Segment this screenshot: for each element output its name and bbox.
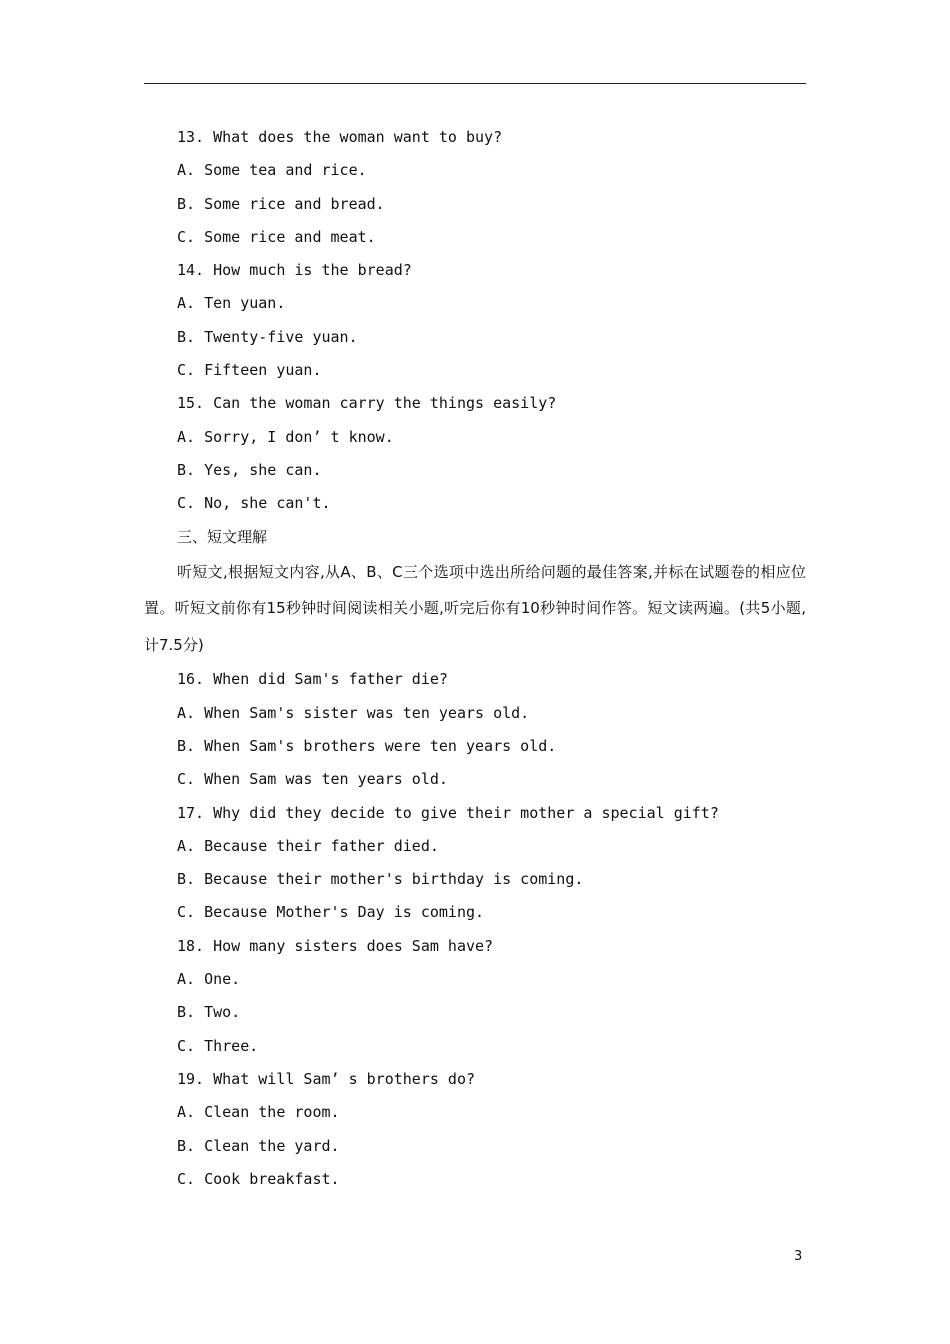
option-19-a: A. Clean the room. [177,1103,340,1122]
option-16-b: B. When Sam's brothers were ten years old. [177,736,557,755]
option-17-b: B. Because their mother's birthday is coming. [177,870,584,889]
question-15: 15. Can the woman carry the things easily? [177,394,557,413]
option-13-c: C. Some rice and meat. [177,227,376,246]
option-19-c: C. Cook breakfast. [177,1169,340,1188]
option-17-a: A. Because their father died. [177,836,439,855]
option-15-b: B. Yes, she can. [177,460,322,479]
option-14-b: B. Twenty-five yuan. [177,327,358,346]
option-18-c: C. Three. [177,1036,259,1055]
section-instructions: 听短文,根据短文内容,从A、B、C三个选项中选出所给问题的最佳答案,并标在试题卷的相应位置。听短文前你有15秒钟时间阅读相关小题,听完后你有10秒钟时间作答。短文读两遍。(共5小题,计7.5分) [144,562,806,654]
option-13-a: A. Some tea and rice. [177,161,367,180]
question-17: 17. Why did they decide to give their mother a special gift? [177,803,719,822]
option-15-a: A. Sorry, I don’ t know. [177,427,394,446]
option-16-a: A. When Sam's sister was ten years old. [177,703,530,722]
question-16: 16. When did Sam's father die? [177,670,448,689]
question-19: 19. What will Sam’ s brothers do? [177,1069,476,1088]
option-14-a: A. Ten yuan. [177,294,286,313]
question-13: 13. What does the woman want to buy? [177,128,503,146]
option-13-b: B. Some rice and bread. [177,194,385,213]
option-19-b: B. Clean the yard. [177,1136,340,1155]
question-14: 14. How much is the bread? [177,261,412,280]
option-14-c: C. Fifteen yuan. [177,361,322,380]
option-16-c: C. When Sam was ten years old. [177,770,448,789]
page-number: 3 [794,1249,803,1264]
option-18-a: A. One. [177,970,241,989]
header-rule [144,83,806,84]
option-17-c: C. Because Mother's Day is coming. [177,903,485,922]
page-content [144,121,806,1196]
question-18: 18. How many sisters does Sam have? [177,936,494,955]
option-15-c: C. No, she can't. [177,494,331,513]
section-heading: 三、短文理解 [177,527,268,546]
option-18-b: B. Two. [177,1003,241,1022]
